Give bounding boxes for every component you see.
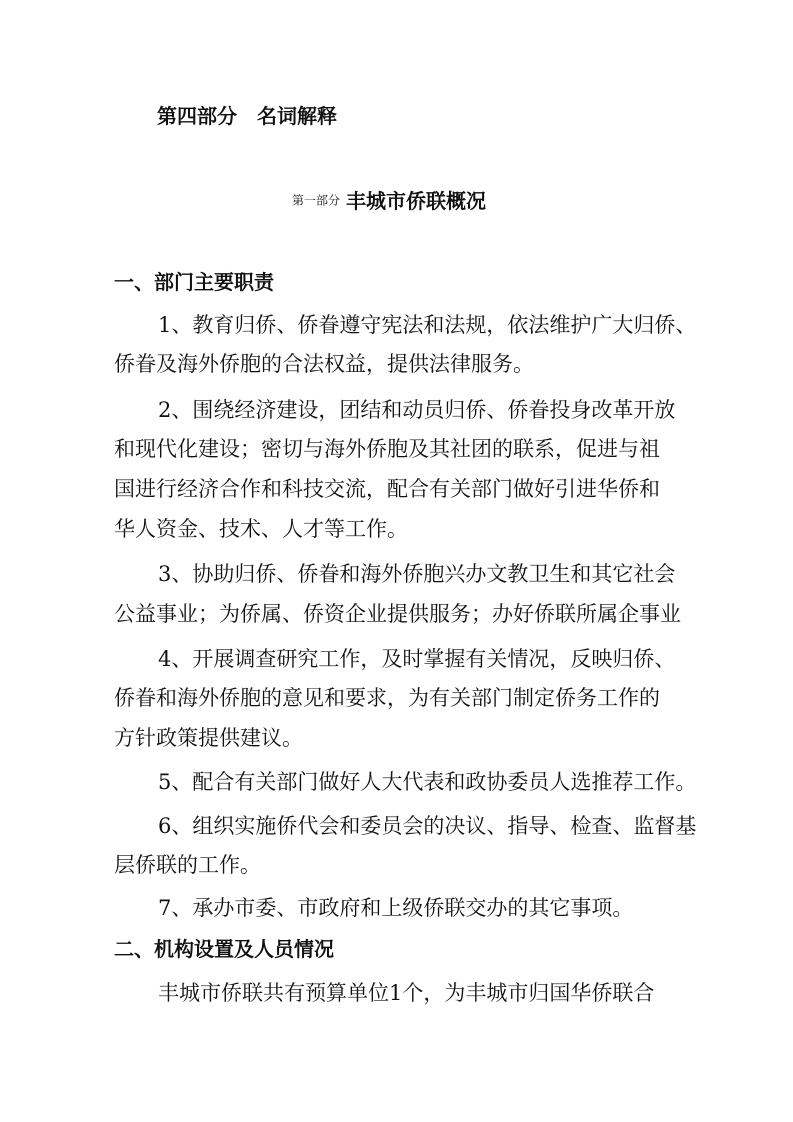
sub-heading-title: 丰城市侨联概况: [346, 188, 487, 213]
paragraph-line: 1、教育归侨、侨眷遵守宪法和法规，依法维护广大归侨、: [158, 313, 697, 337]
part-heading: [157, 104, 337, 128]
paragraph-line: 丰城市侨联共有预算单位1个，为丰城市归国华侨联合: [158, 981, 655, 1005]
paragraph-line: 4、开展调查研究工作，及时掌握有关情况，反映归侨、: [158, 647, 676, 671]
paragraph-line: 国进行经济合作和科技交流，配合有关部门做好引进华侨和: [114, 477, 660, 501]
part-heading-title: 名词解释: [257, 104, 337, 128]
section-title-organization: 二、机构设置及人员情况: [114, 937, 334, 961]
paragraph-line: 华人资金、技术、人才等工作。: [114, 517, 408, 541]
sub-heading: [292, 188, 486, 213]
sub-heading-part-label: 第一部分: [292, 193, 341, 208]
paragraph-line: 公益事业；为侨属、侨资企业提供服务；办好侨联所属企事业: [114, 602, 681, 626]
paragraph-line: 侨眷及海外侨胞的合法权益，提供法律服务。: [114, 352, 534, 376]
paragraph-line: 5、配合有关部门做好人大代表和政协委员人选推荐工作。: [158, 770, 697, 794]
paragraph-line: 层侨联的工作。: [114, 853, 261, 877]
paragraph-line: 侨眷和海外侨胞的意见和要求，为有关部门制定侨务工作的: [114, 686, 660, 710]
part-heading-number: 第四部分: [157, 104, 237, 128]
paragraph-line: 方针政策提供建议。: [114, 726, 303, 750]
paragraph-line: 3、协助归侨、侨眷和海外侨胞兴办文教卫生和其它社会: [158, 562, 676, 586]
paragraph-line: 7、承办市委、市政府和上级侨联交办的其它事项。: [158, 896, 634, 920]
section-title-duties: 一、部门主要职责: [114, 270, 274, 294]
paragraph-line: 和现代化建设；密切与海外侨胞及其社团的联系，促进与祖: [114, 437, 660, 461]
paragraph-line: 2、围绕经济建设，团结和动员归侨、侨眷投身改革开放: [158, 398, 676, 422]
paragraph-line: 6、组织实施侨代会和委员会的决议、指导、检查、监督基: [158, 814, 697, 838]
